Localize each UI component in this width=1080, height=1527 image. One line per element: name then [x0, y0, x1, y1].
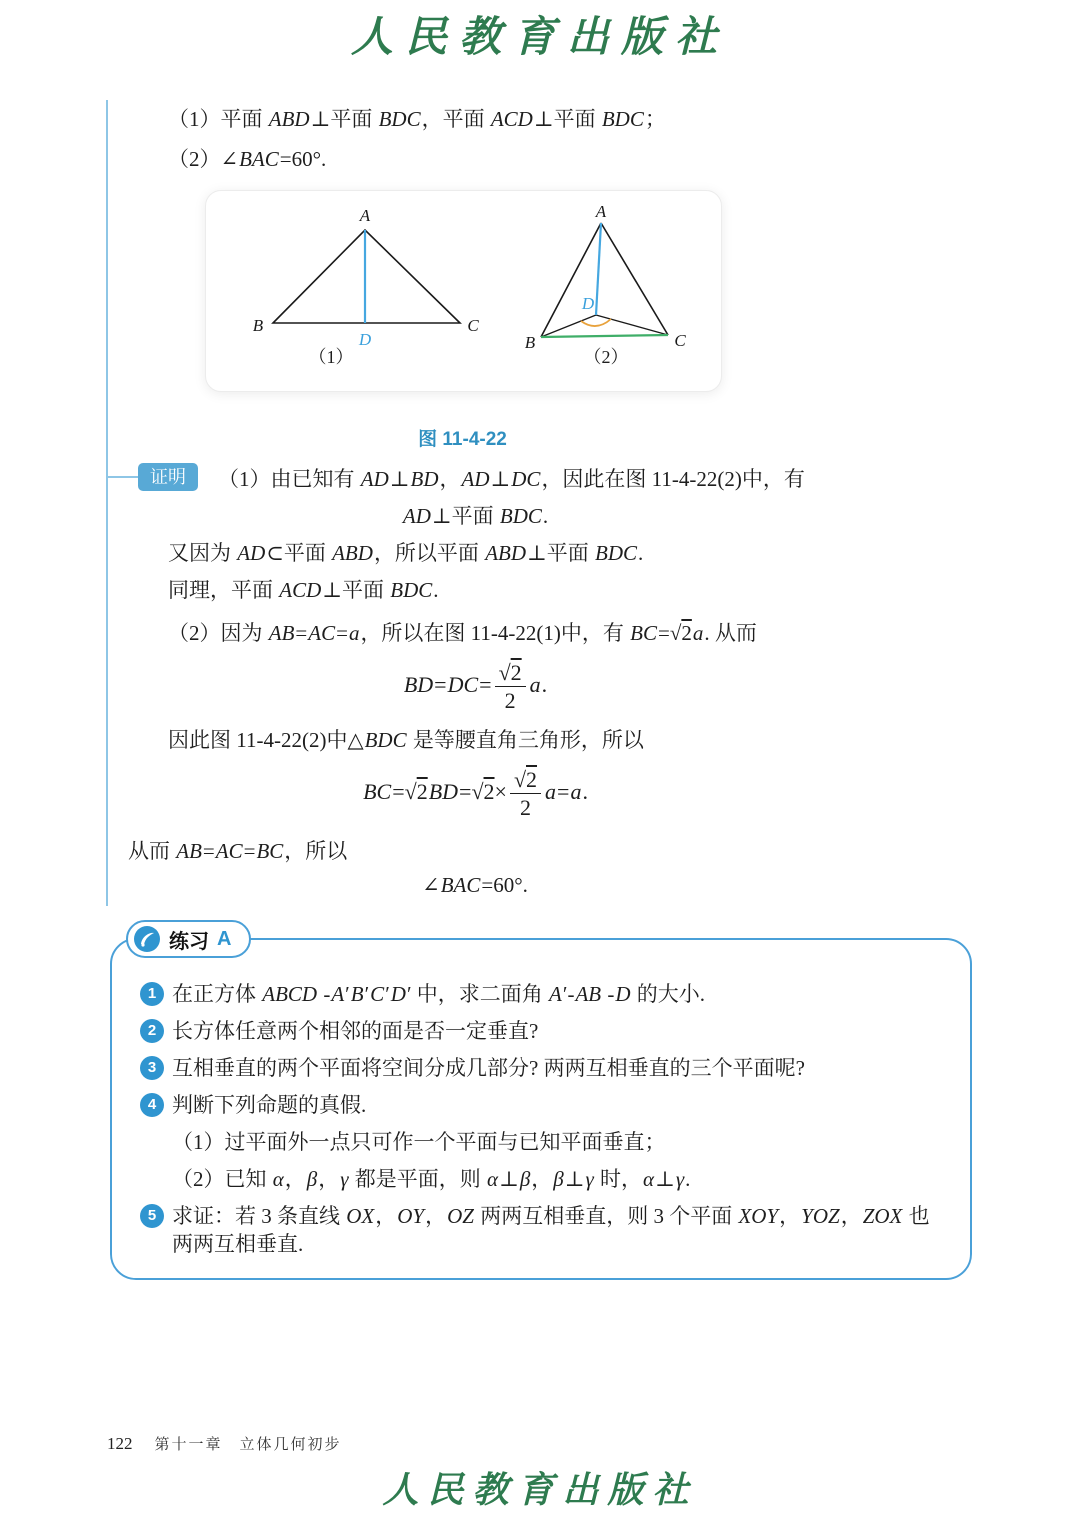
- exercise-number-badge: 2: [140, 1019, 164, 1043]
- vertex-label-B: B: [252, 316, 264, 335]
- exercise-tab: [126, 920, 251, 958]
- proof-line-2: AD⊥平面 BDC.: [402, 504, 549, 528]
- proof-line-5: （2）因为 AB=AC=a，所以在图 11-4-22(1)中，有 BC=√2a. 从而: [168, 621, 757, 645]
- figure-box: [205, 190, 722, 392]
- vertex-label-B: B: [524, 333, 536, 352]
- triangle-diagram-1: [228, 205, 483, 355]
- exercise-text: 在正方体 ABCD -A′B′C′D′ 中，求二面角 A′-AB -D 的大小.: [172, 982, 706, 1006]
- publisher-logo-top: 人民教育出版社: [350, 12, 729, 61]
- proof-badge: 证明: [138, 463, 198, 491]
- edge-DB: [541, 315, 596, 337]
- publisher-logo-bottom: 人民教育出版社: [382, 1469, 698, 1511]
- margin-rule-connector: [106, 476, 140, 478]
- edge-AC: [601, 223, 668, 335]
- exercise-item-4-sub-2: （2）已知 α，β，γ 都是平面，则 α⊥β，β⊥γ 时，α⊥γ.: [172, 1167, 691, 1191]
- exercise-text: 互相垂直的两个平面将空间分成几部分? 两两互相垂直的三个平面呢?: [172, 1056, 805, 1080]
- exercise-item-4-sub-1: （1）过平面外一点只可作一个平面与已知平面垂直；: [172, 1130, 666, 1154]
- exercise-item-3: [140, 1054, 940, 1082]
- vertex-label-A: A: [595, 205, 607, 221]
- exercise-tab-label: 练习: [169, 930, 209, 953]
- proof-line-3: 又因为 AD⊂平面 ABD，所以平面 ABD⊥平面 BDC.: [168, 541, 644, 565]
- subfigure-label-1: （1）: [308, 347, 354, 367]
- triangle-outline: [273, 230, 460, 323]
- problem-line-2: （2）∠BAC=60°.: [168, 147, 327, 171]
- page-number: 122: [107, 1434, 133, 1453]
- exercise-tab-letter: A: [217, 927, 232, 950]
- vertex-label-A: A: [359, 206, 371, 225]
- proof-conclusion: ∠BAC=60°.: [422, 873, 528, 897]
- proof-formula-BD-DC: BD=DC= $\frac{√2}{2}$ a.: [403, 660, 548, 714]
- proof-formula-BC: BC=√2BD=√2× $\frac{√2}{2}$ a=a.: [363, 767, 588, 821]
- practice-pen-icon: [133, 925, 161, 953]
- altitude-AD-line: [596, 223, 601, 315]
- foot-label-D: D: [358, 330, 372, 349]
- edge-AB: [541, 223, 601, 337]
- proof-line-7: 因此图 11-4-22(2)中△BDC 是等腰直角三角形，所以: [168, 728, 644, 752]
- point-label-D: D: [581, 294, 595, 313]
- exercise-number-badge: 1: [140, 982, 164, 1006]
- exercise-text: 长方体任意两个相邻的面是否一定垂直?: [172, 1019, 539, 1043]
- proof-line-1: （1）由已知有 AD⊥BD，AD⊥DC，因此在图 11-4-22(2)中，有: [218, 467, 805, 491]
- triangle-diagram-2: [506, 205, 726, 355]
- problem-line-1: （1）平面 ABD⊥平面 BDC，平面 ACD⊥平面 BDC；: [168, 107, 666, 131]
- exercise-box: [110, 938, 972, 1280]
- figure-caption: 图 11-4-22: [418, 429, 507, 450]
- exercise-number-badge: 4: [140, 1093, 164, 1117]
- subfigure-label-2: （2）: [583, 347, 629, 367]
- exercise-item-5: [140, 1202, 940, 1258]
- exercise-number-badge: 5: [140, 1204, 164, 1228]
- exercise-text: 判断下列命题的真假.: [172, 1093, 367, 1117]
- proof-line-4: 同理，平面 ACD⊥平面 BDC.: [168, 578, 439, 602]
- angle-BDC-arc: [581, 319, 611, 326]
- base-BC-green-line: [541, 335, 668, 337]
- chapter-title: 第十一章 立体几何初步: [154, 1436, 342, 1453]
- proof-line-9: 从而 AB=AC=BC，所以: [128, 839, 348, 863]
- exercise-item-1: [140, 980, 940, 1008]
- exercise-item-2: [140, 1017, 940, 1045]
- exercise-list: [140, 980, 940, 1267]
- exercise-number-badge: 3: [140, 1056, 164, 1080]
- vertex-label-C: C: [674, 331, 686, 350]
- footer: [107, 1433, 342, 1454]
- exercise-text: 求证：若 3 条直线 OX，OY，OZ 两两互相垂直，则 3 个平面 XOY，YOZ，ZOX 也两两互相垂直.: [172, 1204, 930, 1256]
- exercise-item-4: [140, 1091, 940, 1119]
- vertex-label-C: C: [467, 316, 479, 335]
